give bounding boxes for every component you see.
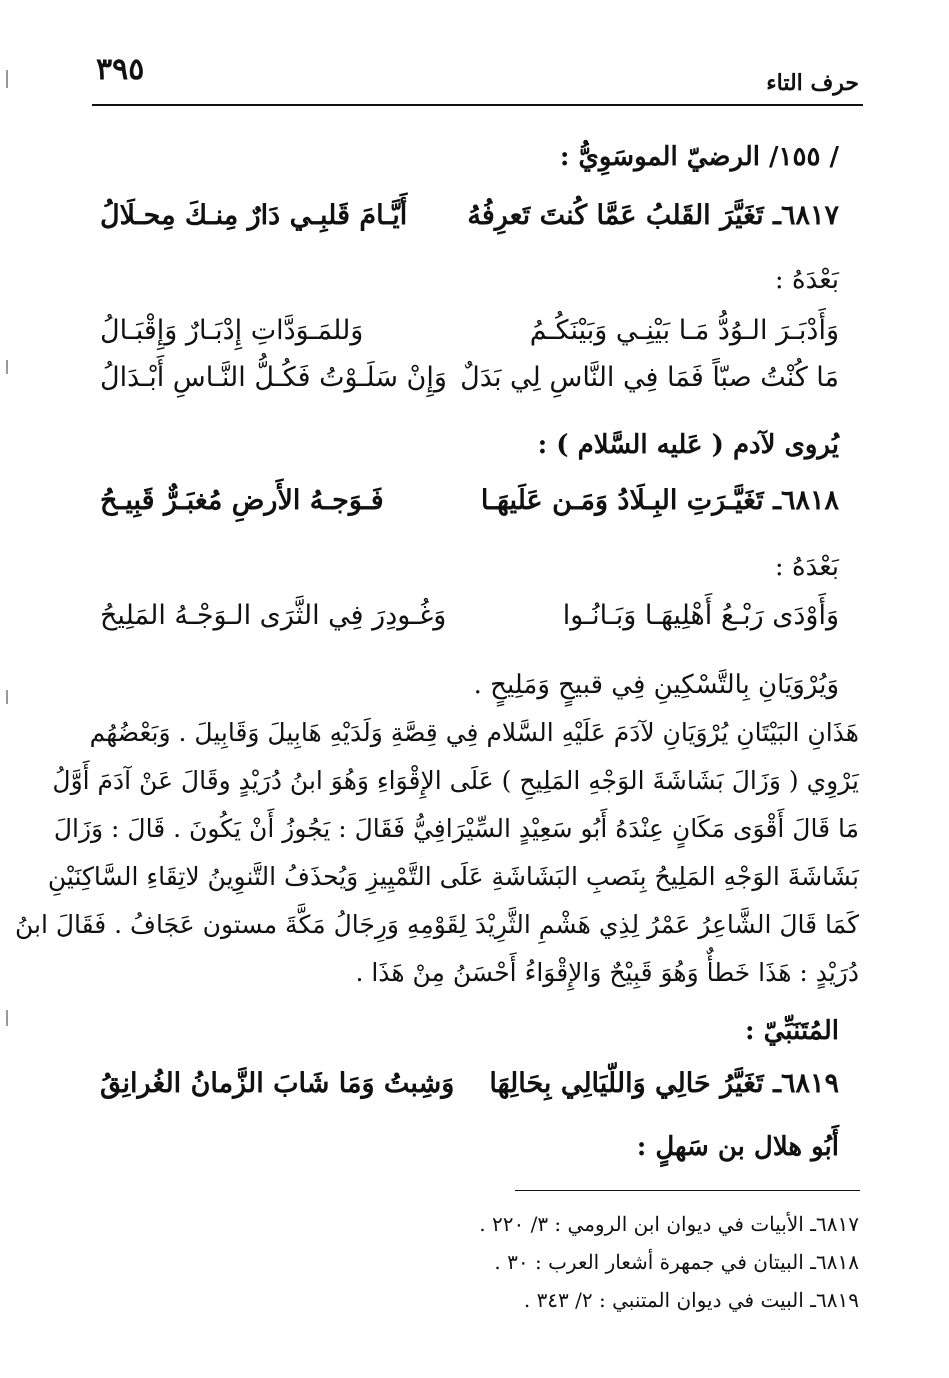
narration-note: وَيُرْوَيَانِ بِالتَّسْكِينِ فِي قبيحٍ وَمَلِيحٍ . (473, 670, 839, 700)
verse-second-hemistich: وَشِبتُ وَمَا شَابَ الزَّمانُ الغُرانِقُ (100, 1068, 455, 1099)
prose-line: بَشَاشَةَ الوَجْهِ المَلِيحُ بِنَصبِ البَشَاشَةِ عَلَى التَّمْيِيزِ وَيُحذَفُ التَّنوِينُ لاتِقَاءِ السَّاكِنَيْنِ (47, 862, 859, 891)
verse-6817 (100, 200, 839, 231)
page-edge-mark (6, 360, 8, 374)
prose-line: مَا قَالَ أَقْوَى مَكَانٍ عِنْدَهُ أَبُو سَعِيْدٍ السِّيْرَافِيُّ فَقَالَ : يَجُوزُ أَنْ يَكُونَ . قَالَ : وَزَالَ (53, 814, 859, 843)
poet-heading: / ١٥٥/ الرضيّ الموسَوِيُّ : (559, 142, 839, 172)
prose-line: كَمَا قَالَ الشَّاعِرُ عَمْرُ لِذِي هَشْمِ الثَّرِيْدَ لِقَوْمِهِ وَرِجَالُ مَكَّةَ مستون عَجَافُ . فَقَالَ ابنُ (14, 910, 859, 939)
chapter-title: حرف التاء (766, 70, 859, 96)
footnote: ٦٨١٨ـ البيتان في جمهرة أشعار العرب : ٣٠ . (494, 1250, 859, 1274)
prose-line: دُرَيْدٍ : هَذَا خَطأٌ وَهُوَ قَبِيْحٌ وَالإِقْوَاءُ أَحْسَنُ مِنْ هَذَا . (355, 958, 859, 987)
prose-line: يَرْوِي ( وَزَالَ بَشَاشَةَ الوَجْهِ المَلِيحِ ) عَلَى الإِقْوَاءِ وَهُوَ ابنُ دُرَيْدٍ وقَالَ عَنْ آدَمَ أَوَّلُ (52, 766, 859, 795)
header-rule (92, 104, 863, 106)
prose-line: هَذَانِ البَيْتَانِ يُرْوَيَانِ لآدَمَ عَلَيْهِ السَّلام فِي قِصَّةِ وَلَدَيْهِ هَابِيلَ وَقَابِيلَ . وَبَعْضُهُم (89, 718, 859, 747)
verse-second-hemistich: وَللمَـوَدَّاتِ إِدْبَـارٌ وَإِقْبَـالُ (100, 315, 364, 346)
page-edge-mark (6, 70, 8, 88)
page-edge-mark (6, 1010, 8, 1026)
verse-first-hemistich: ٦٨١٧ـ تَغَيَّرَ القَلبُ عَمَّا كُنتَ تَعرِفُهُ (467, 200, 839, 231)
verse-6819 (100, 1068, 839, 1099)
poet-heading: أَبُو هلال بن سَهلٍ : (636, 1132, 839, 1162)
after-label: بَعْدَهُ : (774, 552, 839, 582)
verse-first-hemistich: وَأَدْبَـرَ الـوُدُّ مَـا بَيْنِـي وَبَيْنَكُـمُ (529, 315, 839, 346)
verse-first-hemistich: ٦٨١٨ـ تَغَيَّـرَتِ البِـلَادُ وَمَـن عَلَيهَـا (480, 485, 839, 516)
verse-first-hemistich: ٦٨١٩ـ تَغَيَّرُ حَالِي وَاللّيَالِي بِحَالِهَا (489, 1068, 839, 1099)
verse-second-hemistich: أَيَّـامَ قَلبِـي دَارٌ مِنـكَ مِحـلَالُ (100, 200, 408, 231)
narration-heading: يُروى لآدم ( عَليه السَّلام ) : (537, 430, 839, 460)
page-number: ٣٩٥ (96, 52, 145, 87)
verse-first-hemistich: مَا كُنْتُ صبّاً فَمَا فِي النَّاسِ لِي بَدَلٌ (460, 362, 839, 393)
page-edge-mark (6, 690, 8, 704)
footnote: ٦٨١٧ـ الأبيات في ديوان ابن الرومي : ٣/ ٢٢٠ . (479, 1212, 859, 1236)
verse-6818 (100, 485, 839, 516)
verse-line (100, 600, 839, 631)
verse-second-hemistich: وَغُـودِرَ فِي الثَّرَى الـوَجْـهُ المَلِيحُ (100, 600, 447, 631)
verse-line (100, 315, 839, 346)
poet-heading: المُتَنَبِّيّ : (744, 1016, 839, 1046)
footnote-rule (515, 1190, 860, 1191)
footnote: ٦٨١٩ـ البيت في ديوان المتنبي : ٢/ ٣٤٣ . (523, 1288, 859, 1312)
verse-second-hemistich: وَإِنْ سَلَـوْتُ فَكُـلُّ النَّـاسِ أَبْـدَالُ (100, 362, 447, 393)
verse-line (100, 362, 839, 393)
verse-second-hemistich: فَـوَجـهُ الأَرضِ مُغبَـرٌّ قَبِيـحُ (100, 485, 384, 516)
verse-first-hemistich: وَأَوْدَى رَبْـعُ أَهْلِيهَـا وَبَـانُـوا (562, 600, 839, 631)
after-label: بَعْدَهُ : (774, 265, 839, 295)
